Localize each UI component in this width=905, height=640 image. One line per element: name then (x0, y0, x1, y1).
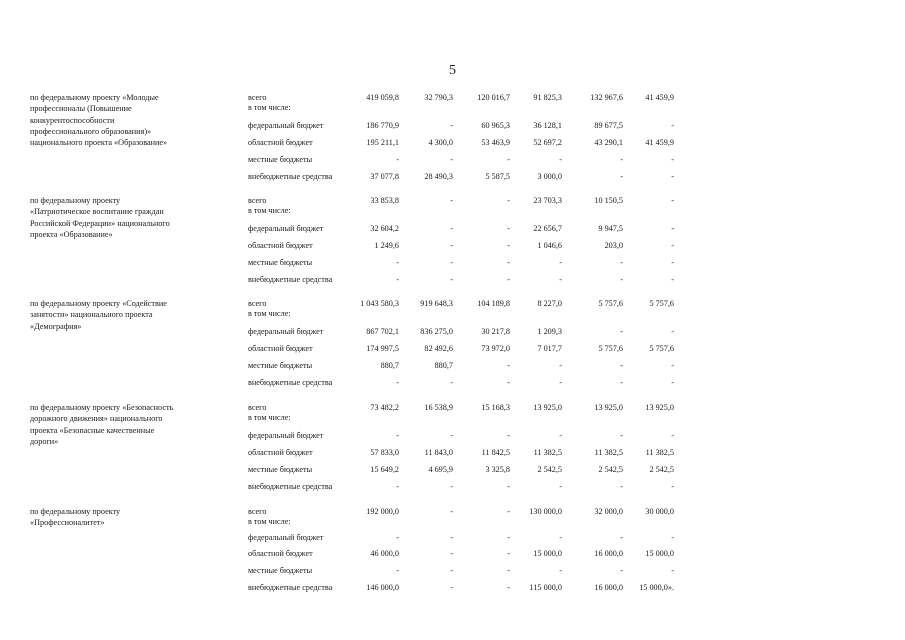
table-row (0, 257, 905, 269)
value-cell: - (507, 583, 510, 592)
value-cell: - (671, 224, 674, 233)
value-cell: 28 490,3 (424, 172, 453, 181)
value-cell: 132 967,6 (590, 93, 623, 102)
row-label: областной бюджет (248, 448, 313, 457)
value-cell: - (450, 196, 453, 205)
value-cell: 15 000,0». (639, 583, 674, 592)
value-cell: - (450, 583, 453, 592)
value-cell: - (396, 533, 399, 542)
value-cell: - (620, 482, 623, 491)
value-cell: 46 000,0 (370, 549, 399, 558)
table-row (0, 402, 905, 414)
row-label: областной бюджет (248, 549, 313, 558)
value-cell: - (620, 361, 623, 370)
row-label: внебюджетные средства (248, 482, 333, 491)
row-sublabel: в том числе: (248, 103, 291, 112)
value-cell: - (507, 549, 510, 558)
value-cell: 186 770,9 (366, 121, 399, 130)
value-cell: - (450, 224, 453, 233)
value-cell: 32 790,3 (424, 93, 453, 102)
value-cell: 43 290,1 (594, 138, 623, 147)
value-cell: 5 757,6 (649, 299, 674, 308)
row-label: областной бюджет (248, 138, 313, 147)
value-cell: - (620, 431, 623, 440)
row-label: федеральный бюджет (248, 533, 324, 542)
project-title: по федеральному проекту «Молодые профессионалы (Повышение конкурентоспособности профессионального образования)» национального проекта «Образование» (30, 93, 168, 148)
table-row (0, 92, 905, 104)
value-cell: 174 997,5 (366, 344, 399, 353)
value-cell: 4 695,9 (428, 465, 453, 474)
value-cell: 23 703,3 (533, 196, 562, 205)
value-cell: - (671, 121, 674, 130)
value-cell: - (507, 533, 510, 542)
value-cell: - (450, 378, 453, 387)
value-cell: 60 965,3 (481, 121, 510, 130)
table-row (0, 506, 905, 518)
project-title: по федеральному проекту «Патриотическое воспитание граждан Российской Федерации» национального проекта «Образование» (30, 196, 170, 239)
table-row (0, 343, 905, 355)
row-label: местные бюджеты (248, 566, 313, 575)
value-cell: - (450, 155, 453, 164)
value-cell: - (507, 361, 510, 370)
value-cell: 13 925,0 (594, 403, 623, 412)
value-cell: - (450, 507, 453, 516)
row-label: всего (248, 93, 267, 102)
value-cell: - (450, 121, 453, 130)
value-cell: 36 128,1 (533, 121, 562, 130)
value-cell: 15 168,3 (481, 403, 510, 412)
table-row (0, 240, 905, 252)
value-cell: - (450, 549, 453, 558)
value-cell: 867 702,1 (366, 327, 399, 336)
row-label: федеральный бюджет (248, 431, 324, 440)
value-cell: 880,7 (434, 361, 453, 370)
value-cell: 15 000,0 (645, 549, 674, 558)
value-cell: - (450, 431, 453, 440)
value-cell: 1 046,6 (537, 241, 562, 250)
value-cell: - (396, 275, 399, 284)
value-cell: 120 016,7 (477, 93, 510, 102)
value-cell: - (671, 172, 674, 181)
value-cell: 53 463,9 (481, 138, 510, 147)
value-cell: - (620, 378, 623, 387)
value-cell: - (396, 431, 399, 440)
value-cell: 32 604,2 (370, 224, 399, 233)
value-cell: - (396, 258, 399, 267)
value-cell: - (559, 482, 562, 491)
table-row (0, 326, 905, 338)
value-cell: - (671, 533, 674, 542)
value-cell: 57 833,0 (370, 448, 399, 457)
value-cell: - (671, 361, 674, 370)
value-cell: - (450, 275, 453, 284)
table-row (0, 548, 905, 560)
row-label: местные бюджеты (248, 361, 313, 370)
value-cell: - (671, 258, 674, 267)
row-label: федеральный бюджет (248, 224, 324, 233)
value-cell: 15 649,2 (370, 465, 399, 474)
value-cell: - (671, 327, 674, 336)
value-cell: 146 000,0 (366, 583, 399, 592)
value-cell: - (671, 378, 674, 387)
value-cell: 30 000,0 (645, 507, 674, 516)
value-cell: 1 043 580,3 (360, 299, 399, 308)
value-cell: 11 382,5 (533, 448, 562, 457)
value-cell: - (450, 533, 453, 542)
row-label: внебюджетные средства (248, 583, 333, 592)
value-cell: 73 482,2 (370, 403, 399, 412)
value-cell: 16 538,9 (424, 403, 453, 412)
value-cell: 203,0 (604, 241, 623, 250)
value-cell: - (450, 258, 453, 267)
value-cell: 16 000,0 (594, 549, 623, 558)
row-label: всего (248, 403, 267, 412)
value-cell: 33 853,8 (370, 196, 399, 205)
value-cell: - (507, 196, 510, 205)
value-cell: - (396, 155, 399, 164)
value-cell: 2 542,5 (649, 465, 674, 474)
value-cell: 880,7 (380, 361, 399, 370)
table-row (0, 377, 905, 389)
value-cell: 419 059,8 (366, 93, 399, 102)
value-cell: 89 677,5 (594, 121, 623, 130)
value-cell: - (507, 431, 510, 440)
value-cell: - (671, 241, 674, 250)
value-cell: - (396, 378, 399, 387)
row-label: федеральный бюджет (248, 121, 324, 130)
value-cell: 41 459,9 (645, 138, 674, 147)
value-cell: 192 000,0 (366, 507, 399, 516)
value-cell: 11 843,0 (424, 448, 453, 457)
value-cell: 16 000,0 (594, 583, 623, 592)
value-cell: 5 587,5 (485, 172, 510, 181)
value-cell: - (507, 258, 510, 267)
value-cell: - (620, 258, 623, 267)
table-row (0, 137, 905, 149)
value-cell: - (671, 196, 674, 205)
value-cell: - (671, 482, 674, 491)
row-label: всего (248, 507, 267, 516)
value-cell: 8 227,0 (537, 299, 562, 308)
table-row (0, 532, 905, 544)
value-cell: 7 017,7 (537, 344, 562, 353)
value-cell: 1 249,6 (374, 241, 399, 250)
value-cell: - (671, 566, 674, 575)
value-cell: 11 842,5 (481, 448, 510, 457)
value-cell: 5 757,6 (598, 299, 623, 308)
value-cell: - (507, 224, 510, 233)
row-label: внебюджетные средства (248, 378, 333, 387)
value-cell: 52 697,2 (533, 138, 562, 147)
table-row (0, 171, 905, 183)
row-label: местные бюджеты (248, 465, 313, 474)
value-cell: - (559, 566, 562, 575)
row-label: всего (248, 299, 267, 308)
row-sublabel: в том числе: (248, 206, 291, 215)
row-label: внебюджетные средства (248, 275, 333, 284)
row-label: местные бюджеты (248, 155, 313, 164)
value-cell: - (671, 275, 674, 284)
value-cell: 5 757,6 (649, 344, 674, 353)
value-cell: - (507, 155, 510, 164)
value-cell: 115 000,0 (529, 583, 562, 592)
value-cell: 30 217,8 (481, 327, 510, 336)
table-row (0, 274, 905, 286)
value-cell: 4 300,0 (428, 138, 453, 147)
table-row (0, 298, 905, 310)
row-sublabel: в том числе: (248, 517, 291, 526)
value-cell: 13 925,0 (533, 403, 562, 412)
value-cell: - (450, 566, 453, 575)
table-row (0, 582, 905, 594)
table-row (0, 120, 905, 132)
value-cell: - (671, 155, 674, 164)
table-row (0, 195, 905, 207)
value-cell: - (507, 275, 510, 284)
row-sublabel: в том числе: (248, 309, 291, 318)
row-sublabel: в том числе: (248, 413, 291, 422)
value-cell: 2 542,5 (537, 465, 562, 474)
value-cell: 82 492,6 (424, 344, 453, 353)
page-number: 5 (449, 63, 456, 78)
table-row (0, 360, 905, 372)
value-cell: 15 000,0 (533, 549, 562, 558)
value-cell: 9 947,5 (598, 224, 623, 233)
project-title: по федеральному проекту «Профессионалитет» (30, 507, 121, 528)
table-row (0, 447, 905, 459)
value-cell: - (671, 431, 674, 440)
value-cell: - (559, 431, 562, 440)
value-cell: 2 542,5 (598, 465, 623, 474)
row-label: местные бюджеты (248, 258, 313, 267)
value-cell: - (620, 275, 623, 284)
value-cell: 37 077,8 (370, 172, 399, 181)
table-row (0, 565, 905, 577)
value-cell: - (507, 482, 510, 491)
value-cell: - (450, 241, 453, 250)
value-cell: - (620, 533, 623, 542)
value-cell: 32 000,0 (594, 507, 623, 516)
value-cell: - (507, 566, 510, 575)
value-cell: 22 656,7 (533, 224, 562, 233)
value-cell: - (450, 482, 453, 491)
value-cell: 11 382,5 (645, 448, 674, 457)
value-cell: 919 648,3 (420, 299, 453, 308)
value-cell: - (396, 566, 399, 575)
value-cell: - (559, 533, 562, 542)
project-title: по федеральному проекту «Безопасность дорожного движения» национального проекта «Безопасные качественные дороги» (30, 403, 174, 446)
value-cell: 104 189,8 (477, 299, 510, 308)
row-label: областной бюджет (248, 241, 313, 250)
value-cell: - (559, 378, 562, 387)
value-cell: 3 325,8 (485, 465, 510, 474)
value-cell: 5 757,6 (598, 344, 623, 353)
value-cell: - (559, 275, 562, 284)
value-cell: - (620, 172, 623, 181)
value-cell: 1 209,3 (537, 327, 562, 336)
value-cell: 73 972,0 (481, 344, 510, 353)
row-label: областной бюджет (248, 344, 313, 353)
table-row (0, 464, 905, 476)
row-label: внебюджетные средства (248, 172, 333, 181)
value-cell: 10 150,5 (594, 196, 623, 205)
row-label: федеральный бюджет (248, 327, 324, 336)
project-title: по федеральному проекту «Содействие занятости» национального проекта «Демография» (30, 299, 167, 331)
value-cell: - (620, 566, 623, 575)
value-cell: - (559, 361, 562, 370)
table-row (0, 481, 905, 493)
value-cell: 13 925,0 (645, 403, 674, 412)
value-cell: - (507, 378, 510, 387)
value-cell: - (507, 507, 510, 516)
value-cell: - (396, 482, 399, 491)
value-cell: 195 211,1 (366, 138, 399, 147)
value-cell: 130 000,0 (529, 507, 562, 516)
value-cell: 836 275,0 (420, 327, 453, 336)
value-cell: 41 459,9 (645, 93, 674, 102)
table-row (0, 430, 905, 442)
value-cell: - (620, 155, 623, 164)
row-label: всего (248, 196, 267, 205)
value-cell: - (559, 258, 562, 267)
value-cell: 91 825,3 (533, 93, 562, 102)
table-row (0, 223, 905, 235)
value-cell: - (507, 241, 510, 250)
value-cell: 11 382,5 (594, 448, 623, 457)
value-cell: - (620, 327, 623, 336)
value-cell: - (559, 155, 562, 164)
value-cell: 3 000,0 (537, 172, 562, 181)
table-row (0, 154, 905, 166)
